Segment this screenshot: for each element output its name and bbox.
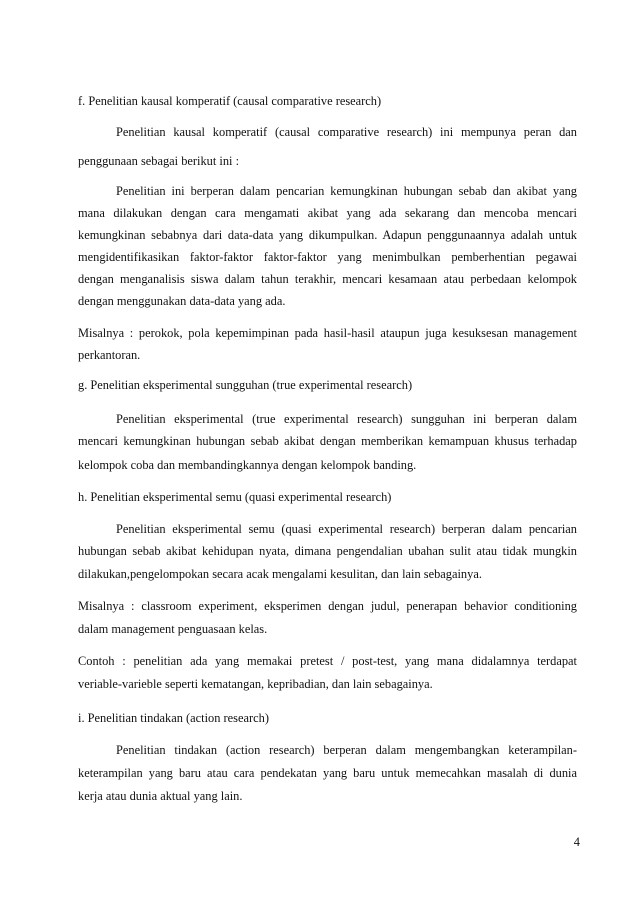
paragraph-line: dilakukan,pengelompokan secara acak mengalami kesulitan, dan lain sebagainya. [78,567,482,581]
paragraph-line: dalam management penguasaan kelas. [78,622,268,636]
paragraph-line: mana dilakukan dengan cara mengamati akibat yang ada sekarang dan mencoba mencari [78,206,577,220]
paragraph-line: Penelitian kausal komperatif (causal comparative research) ini mempunya peran dan [116,125,577,139]
paragraph-line: kerja atau dunia aktual yang lain. [78,789,243,803]
paragraph-line: mengidentifikasikan faktor-faktor faktor-faktor yang menimbulkan pemberhentian pegawai [78,250,577,264]
heading-f: f. Penelitian kausal komperatif (causal comparative research) [78,94,382,108]
paragraph-line: Penelitian eksperimental semu (quasi experimental research) berperan dalam pencarian [116,522,577,536]
paragraph-line: perkantoran. [78,348,141,362]
page-number: 4 [573,835,580,849]
paragraph-line: kelompok coba dan membandingkannya dengan kelompok banding. [78,458,417,472]
paragraph-line: Penelitian tindakan (action research) berperan dalam mengembangkan keterampilan- [116,743,577,757]
heading-h: h. Penelitian eksperimental semu (quasi experimental research) [78,490,392,504]
paragraph-line: Misalnya : classroom experiment, eksperimen dengan judul, penerapan behavior conditioning [78,599,577,613]
paragraph-line: penggunaan sebagai berikut ini : [78,154,240,168]
paragraph-line: Contoh : penelitian ada yang memakai pretest / post-test, yang mana didalamnya terdapat [78,654,577,668]
paragraph-line: Misalnya : perokok, pola kepemimpinan pada hasil-hasil ataupun juga kesuksesan management [78,326,577,340]
heading-g: g. Penelitian eksperimental sungguhan (true experimental research) [78,378,413,392]
paragraph-line: mencari kemungkinan hubungan sebab akibat dengan memberikan kemampuan khusus terhadap [78,434,577,448]
paragraph-line: keterampilan yang baru atau cara pendekatan yang baru untuk memecahkan masalah di dunia [78,766,577,780]
paragraph-line: kemungkinan sebabnya dari data-data yang dikumpulkan. Adapun penggunaannya adalah untuk [78,228,577,242]
paragraph-line: Penelitian ini berperan dalam pencarian kemungkinan hubungan sebab dan akibat yang [116,184,577,198]
paragraph-line: Penelitian eksperimental (true experimental research) sungguhan ini berperan dalam [116,412,577,426]
paragraph-line: dengan menggunakan data-data yang ada. [78,294,286,308]
heading-i: i. Penelitian tindakan (action research) [78,711,269,725]
paragraph-line: hubungan sebab akibat kehidupan nyata, dimana pengendalian ubahan sulit atau tidak mungkin [78,544,577,558]
paragraph-line: dengan menganalisis siswa dalam tahun terakhir, mencari kesamaan atau perbedaan kelompok [78,272,577,286]
paragraph-line: veriable-varieble seperti kematangan, kepribadian, dan lain sebagainya. [78,677,433,691]
